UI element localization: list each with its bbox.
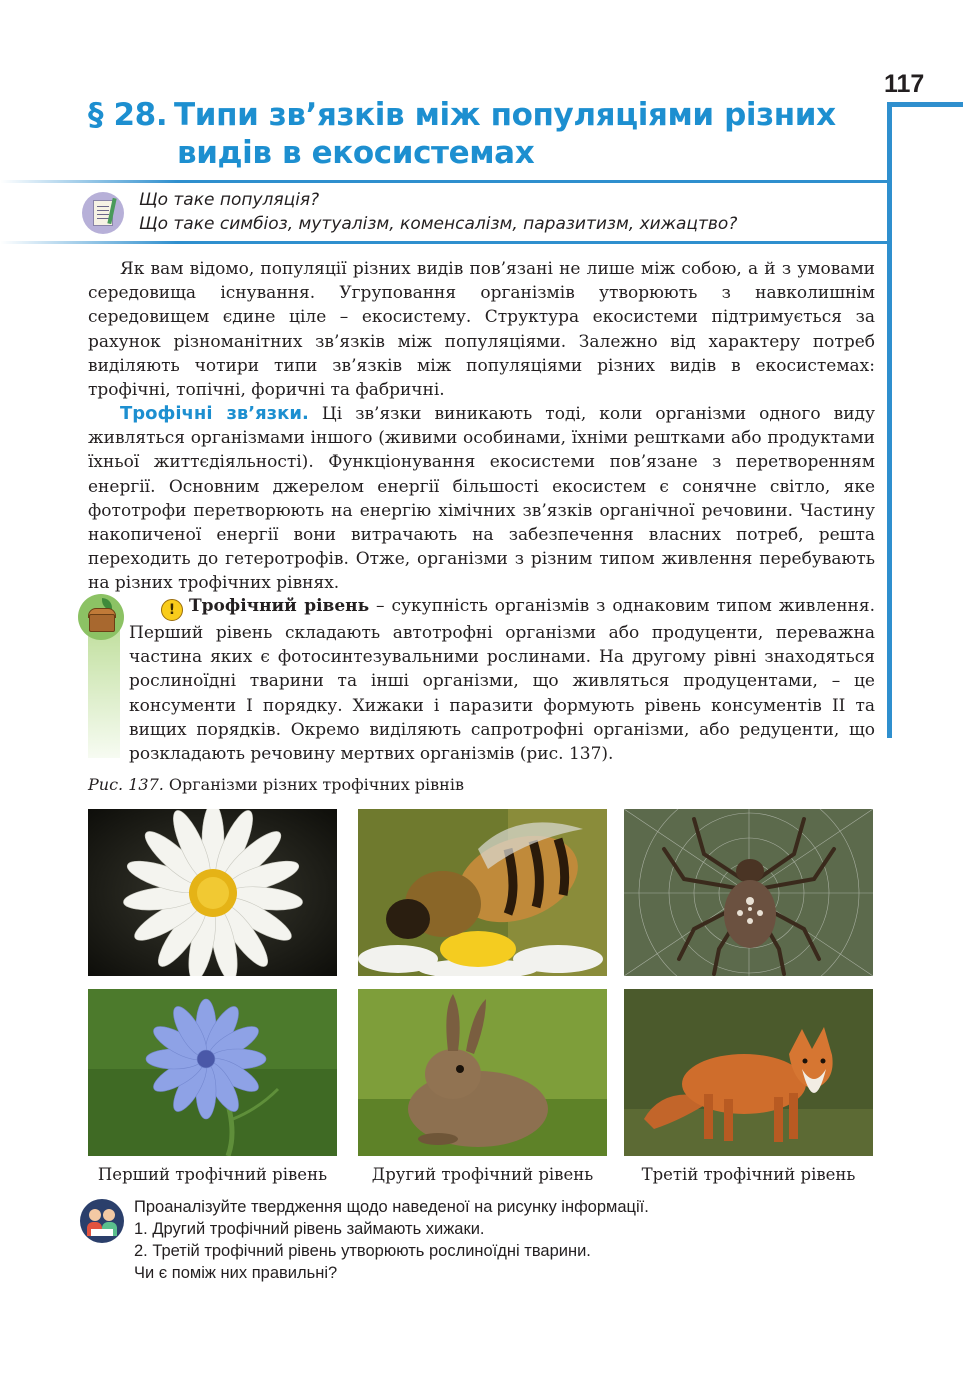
task-prompt: Проаналізуйте твердження щодо наведеної на рисунку інформації. [134,1198,649,1216]
task-question: Чи є поміж них правильні? [134,1264,338,1282]
title-line-2: видів в екосистемах [177,135,535,171]
bee-photo [358,809,607,976]
hare-photo [358,989,607,1156]
chicory-flower-photo [88,989,337,1156]
treasure-chest-icon [78,594,124,640]
first-trophic-level-label: Перший трофічний рівень [97,1165,328,1184]
title-line-1: Типи зв’язків між популяціями різних [174,97,836,133]
task-statement-2: 2. Третій трофічний рівень утворюють рослиноїдні тварини. [134,1242,591,1260]
figure-number: Рис. 137. [88,775,164,794]
students-icon [80,1199,124,1243]
question-2: Що таке симбіоз, мутуалізм, коменсалізм, паразитизм, хижацтво? [139,214,738,234]
trophic-paragraph [88,402,875,596]
definition-block [129,594,875,766]
banner-top-rule [0,180,887,183]
review-questions [139,188,737,236]
task-statement-1: 1. Другий трофічний рівень займають хижаки. [134,1220,485,1238]
question-1: Що таке популяція? [139,190,320,210]
second-trophic-level-label: Другий трофічний рівень [371,1165,594,1184]
page-number: 117 [884,70,925,98]
frame-side-bar [887,102,892,738]
section-title [88,96,878,172]
frame-top-bar [887,102,963,107]
figure-caption-text: Організми різних трофічних рівнів [163,775,464,794]
third-trophic-level-label: Третій трофічний рівень [641,1165,856,1184]
fox-photo [624,989,873,1156]
trophic-level-definition: – сукупність організмів з однаковим типом живлення. Перший рівень складають автотрофні організми або продуценти, переважна частина яких є фотосинтезувальними рослинами. На другому рівні знаходяться рослиноїдні тварини та інші організми, що живляться продуцентами, – це консументи І порядку. Хижаки і паразити формують рівень консументів ІІ та вищих порядків. Окремо виділяють сапротрофні організми, або редуценти, що розкладають речовину мертвих організмів (рис. 137). [129,596,875,765]
trophic-links-text: Ці зв’язки виникають тоді, коли організми одного виду живляться організмами іншого (живими особинами, їхніми рештками або продуктами їхньої життєдіяльності). Функціонування екосистеми пов’язане з перетворенням енергії. Основним джерелом енергії більшості екосистем є сонячне світло, яке фототрофи перетворюють на енергію хімічних зв’язків органічної речовини. Частину накопиченої енергії вони витрачають на забезпечення власних потреб, решта переходить до гетеротрофів. Отже, організми з різним типом живлення перебувають на різних трофічних рівнях. [88,404,875,594]
analysis-task [134,1196,649,1284]
paragraph-1: Як вам відомо, популяції різних видів пов’язані не лише між собою, а й з умовами середовища існування. Угруповання організмів утворюють з навколишнім середовищем єдине ціле – екосистему. Структура екосистеми підтримується за рахунок різноманітних зв’язків між популяціями. Залежно від характеру потреб виділяють чотири типи зв’язків між популяціями різних видів в екосистемах: трофічні, топічні, форичні та фабричні. [88,259,875,401]
daisy-photo [88,809,337,976]
figure-caption [88,775,464,794]
trophic-level-term: Трофічний рівень [189,596,370,616]
spider-photo [624,809,873,976]
notepad-icon [82,192,124,234]
trophic-links-term: Трофічні зв’язки. [120,403,309,424]
banner-bottom-rule [0,241,887,244]
intro-paragraph [88,257,875,402]
section-number: § 28. [88,97,168,133]
exclamation-icon: ! [161,599,183,621]
